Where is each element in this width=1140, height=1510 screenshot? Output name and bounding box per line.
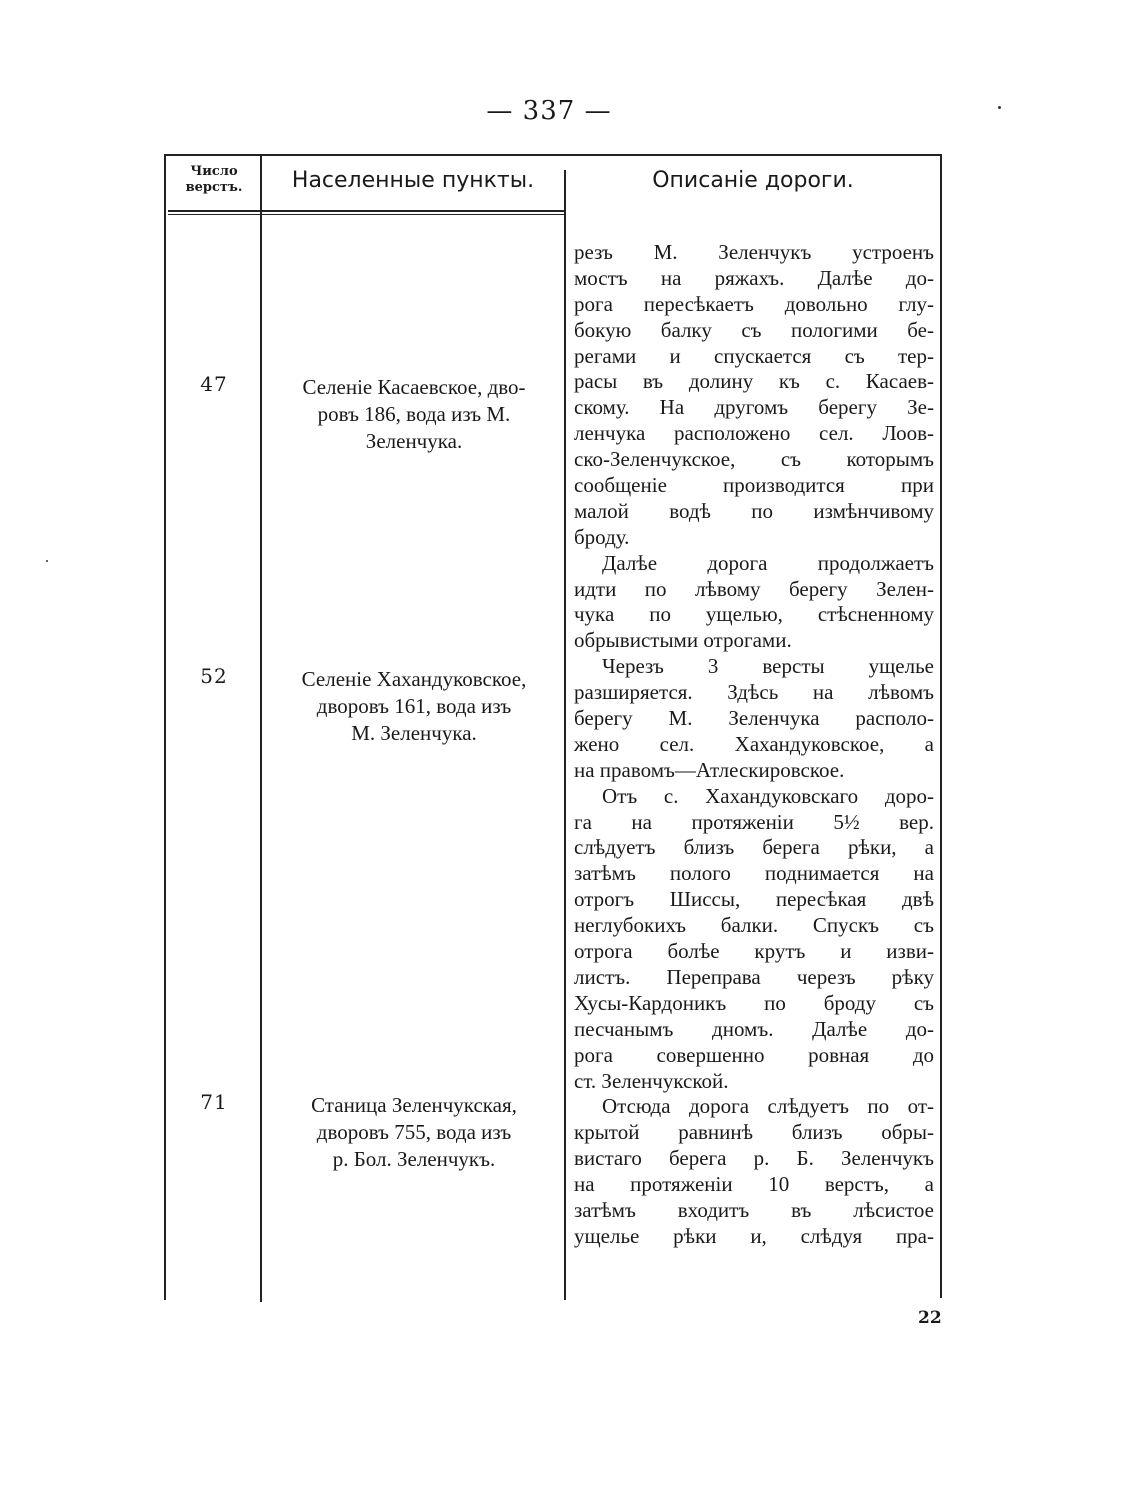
place-line: М. Зеленчука. [351,721,477,745]
place-line: р. Бол. Зеленчукъ. [332,1147,496,1171]
header-places: Населенные пункты. [291,168,535,193]
description-line: малой водѣ по измѣнчивому [574,498,934,523]
table-top-border [164,154,942,156]
description-line: вистаго берега р. Б. Зеленчукъ [574,1146,934,1171]
description-line: мостъ на ряжахъ. Далѣе до- [574,265,934,290]
description-line: расы въ долину къ с. Касаев- [574,369,934,394]
description-line: Черезъ 3 версты ущелье [602,654,934,679]
header-description: Описаніе дороги. [652,168,854,193]
description-line: регами и спускается съ тер- [574,343,934,368]
description-line: идти по лѣвому берегу Зелен- [574,576,934,601]
page-number: — 337 — [486,96,612,126]
description-line: ст. Зеленчукской. [574,1068,729,1093]
description-line: Отсюда дорога слѣдуетъ по от- [602,1094,934,1119]
description-line: на правомъ—Атлескировское. [574,757,845,782]
description-line: разширяется. Здѣсь на лѣвомъ [574,680,934,705]
description-line: га на протяженіи 5½ вер. [574,809,934,834]
description-line: Далѣе дорога продолжаетъ [602,550,934,575]
description-line: рога пересѣкаетъ довольно глу- [574,291,934,316]
row-place [266,374,562,455]
description-line: жено сел. Хахандуковское, а [574,731,934,756]
description-line: песчанымъ дномъ. Далѣе до- [574,1016,934,1041]
description-line: листъ. Переправа черезъ рѣку [574,964,934,989]
header-rule [168,210,564,212]
speck [46,560,48,562]
place-line: Селеніе Хахандуковское, [301,667,527,691]
place-line: Станица Зеленчукская, [311,1093,517,1117]
description-line: ущелье рѣки и, слѣдуя пра- [574,1223,934,1248]
description-line: Отъ с. Хахандуковскаго доро- [602,783,934,808]
table-column-divider-1 [260,156,262,1302]
place-line: Селеніе Касаевское, дво- [302,375,526,399]
header-distance: Число верстъ. [185,164,243,195]
description-line: затѣмъ входитъ въ лѣсистое [574,1197,934,1222]
place-line: дворовъ 161, вода изъ [316,694,512,718]
place-line: дворовъ 755, вода изъ [316,1120,512,1144]
row-place [266,1092,562,1173]
description-line: Хусы-Кардоникъ по броду съ [574,990,934,1015]
description-line: рога совершенно ровная до [574,1042,934,1067]
speck [998,106,1001,109]
description-line: слѣдуетъ близъ берега рѣки, а [574,835,934,860]
description-line: затѣмъ полого поднимается на [574,861,934,886]
table-column-divider-2 [564,170,566,1300]
row-distance: 47 [200,372,228,396]
description-line: отрога болѣе крутъ и изви- [574,939,934,964]
header-rule-double [168,214,564,215]
description-line: сообщеніе производится при [574,473,934,498]
description-line: чука по ущелью, стѣсненному [574,602,934,627]
signature-mark: 22 [918,1308,942,1328]
road-description [574,240,934,1250]
description-line: бокую балку съ пологими бе- [574,317,934,342]
description-line: берегу М. Зеленчука располо- [574,706,934,731]
table-left-border [164,154,166,1300]
description-line: неглубокихъ балки. Спускъ съ [574,913,934,938]
description-line: ско-Зеленчукское, съ которымъ [574,447,934,472]
description-line: скому. На другомъ берегу Зе- [574,395,934,420]
place-line: Зеленчука. [365,429,463,453]
description-line: броду. [574,524,630,549]
description-line: ленчука расположено сел. Лоов- [574,421,934,446]
description-line: резъ М. Зеленчукъ устроенъ [574,240,934,264]
description-line: на протяженіи 10 верстъ, а [574,1172,934,1197]
table-right-border [940,154,942,1298]
row-distance: 52 [200,664,228,688]
description-line: отрогъ Шиссы, пересѣкая двѣ [574,887,934,912]
description-line: обрывистыми отрогами. [574,628,792,653]
description-line: крытой равнинѣ близъ обры- [574,1120,934,1145]
row-place [266,666,562,747]
place-line: ровъ 186, вода изъ М. [317,402,511,426]
row-distance: 71 [200,1090,228,1114]
